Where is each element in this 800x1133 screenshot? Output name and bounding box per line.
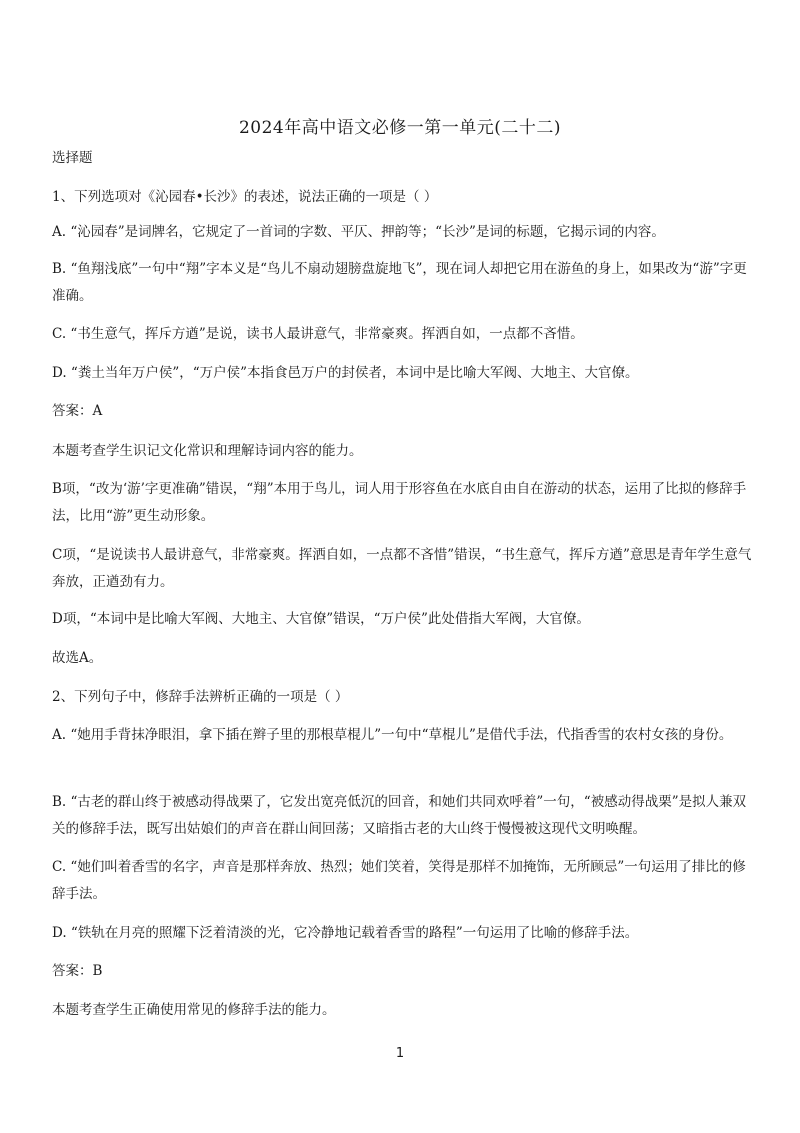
- question-2-option-c: C. “她们叫着香雪的名字，声音是那样奔放、热烈；她们笑着，笑得是那样不加掩饰，无所顾忌”一句运用了排比的修辞手法。: [52, 859, 746, 902]
- question-1-option-c: C. “书生意气，挥斥方遒”是说，读书人最讲意气，非常豪爽。挥洒自如，一点都不吝惜。: [52, 326, 584, 342]
- document-title: 2024年高中语文必修一第一单元(二十二): [238, 118, 562, 138]
- section-heading: 选择题: [52, 150, 93, 166]
- question-1-stem: 1、下列选项对《沁园春•长沙》的表述，说法正确的一项是（ ）: [52, 189, 438, 205]
- question-2-answer: 答案：B: [52, 963, 103, 979]
- question-1-option-a: A. “沁园春”是词牌名，它规定了一首词的字数、平仄、押韵等；“长沙”是词的标题，它揭示词的内容。: [52, 224, 665, 240]
- page-number: 1: [395, 1046, 405, 1061]
- question-1-analysis-b: B项，“改为‘游’字更准确”错误，“翔”本用于鸟儿，词人用于形容鱼在水底自由自在游动的状态，运用了比拟的修辞手法，比用“游”更生动形象。: [52, 481, 747, 524]
- question-2-option-d: D. “铁轨在月亮的照耀下泛着清淡的光，它冷静地记载着香雪的路程”一句运用了比喻的修辞手法。: [52, 925, 639, 941]
- question-1-option-b: B. “鱼翔浅底”一句中“翔”字本义是“鸟儿不扇动翅膀盘旋地飞”，现在词人却把它用在游鱼的身上，如果改为“游”字更准确。: [52, 261, 747, 304]
- question-1-answer: 答案：A: [52, 403, 103, 419]
- question-1-option-d: D. “粪土当年万户侯”，“万户侯”本指食邑万户的封侯者，本词中是比喻大军阀、大地主、大官僚。: [52, 365, 639, 381]
- question-2-stem: 2、下列句子中，修辞手法辨析正确的一项是（ ）: [52, 689, 349, 705]
- question-1-conclusion: 故选A。: [52, 650, 103, 666]
- question-2-option-b: B. “古老的群山终于被感动得战栗了，它发出宽亮低沉的回音，和她们共同欢呼着”一句，“被感动得战栗”是拟人兼双关的修辞手法，既写出姑娘们的声音在群山间回荡；又暗指古老的大山终于慢慢被这现代文明唤醒。: [52, 794, 747, 837]
- question-1-analysis-c: C项，“是说读书人最讲意气，非常豪爽。挥洒自如，一点都不吝惜”错误，“书生意气，挥斥方遒”意思是青年学生意气奔放，正遒劲有力。: [52, 547, 752, 590]
- question-2-analysis-intro: 本题考查学生正确使用常见的修辞手法的能力。: [52, 1002, 336, 1018]
- question-2-option-a: A. “她用手背抹净眼泪，拿下插在辫子里的那根草棍儿”一句中“草棍儿”是借代手法，代指香雪的农村女孩的身份。: [52, 727, 733, 743]
- question-1-analysis-intro: 本题考查学生识记文化常识和理解诗词内容的能力。: [52, 443, 363, 459]
- question-1-analysis-d: D项，“本词中是比喻大军阀、大地主、大官僚”错误，“万户侯”此处借指大军阀，大官僚。: [52, 611, 590, 627]
